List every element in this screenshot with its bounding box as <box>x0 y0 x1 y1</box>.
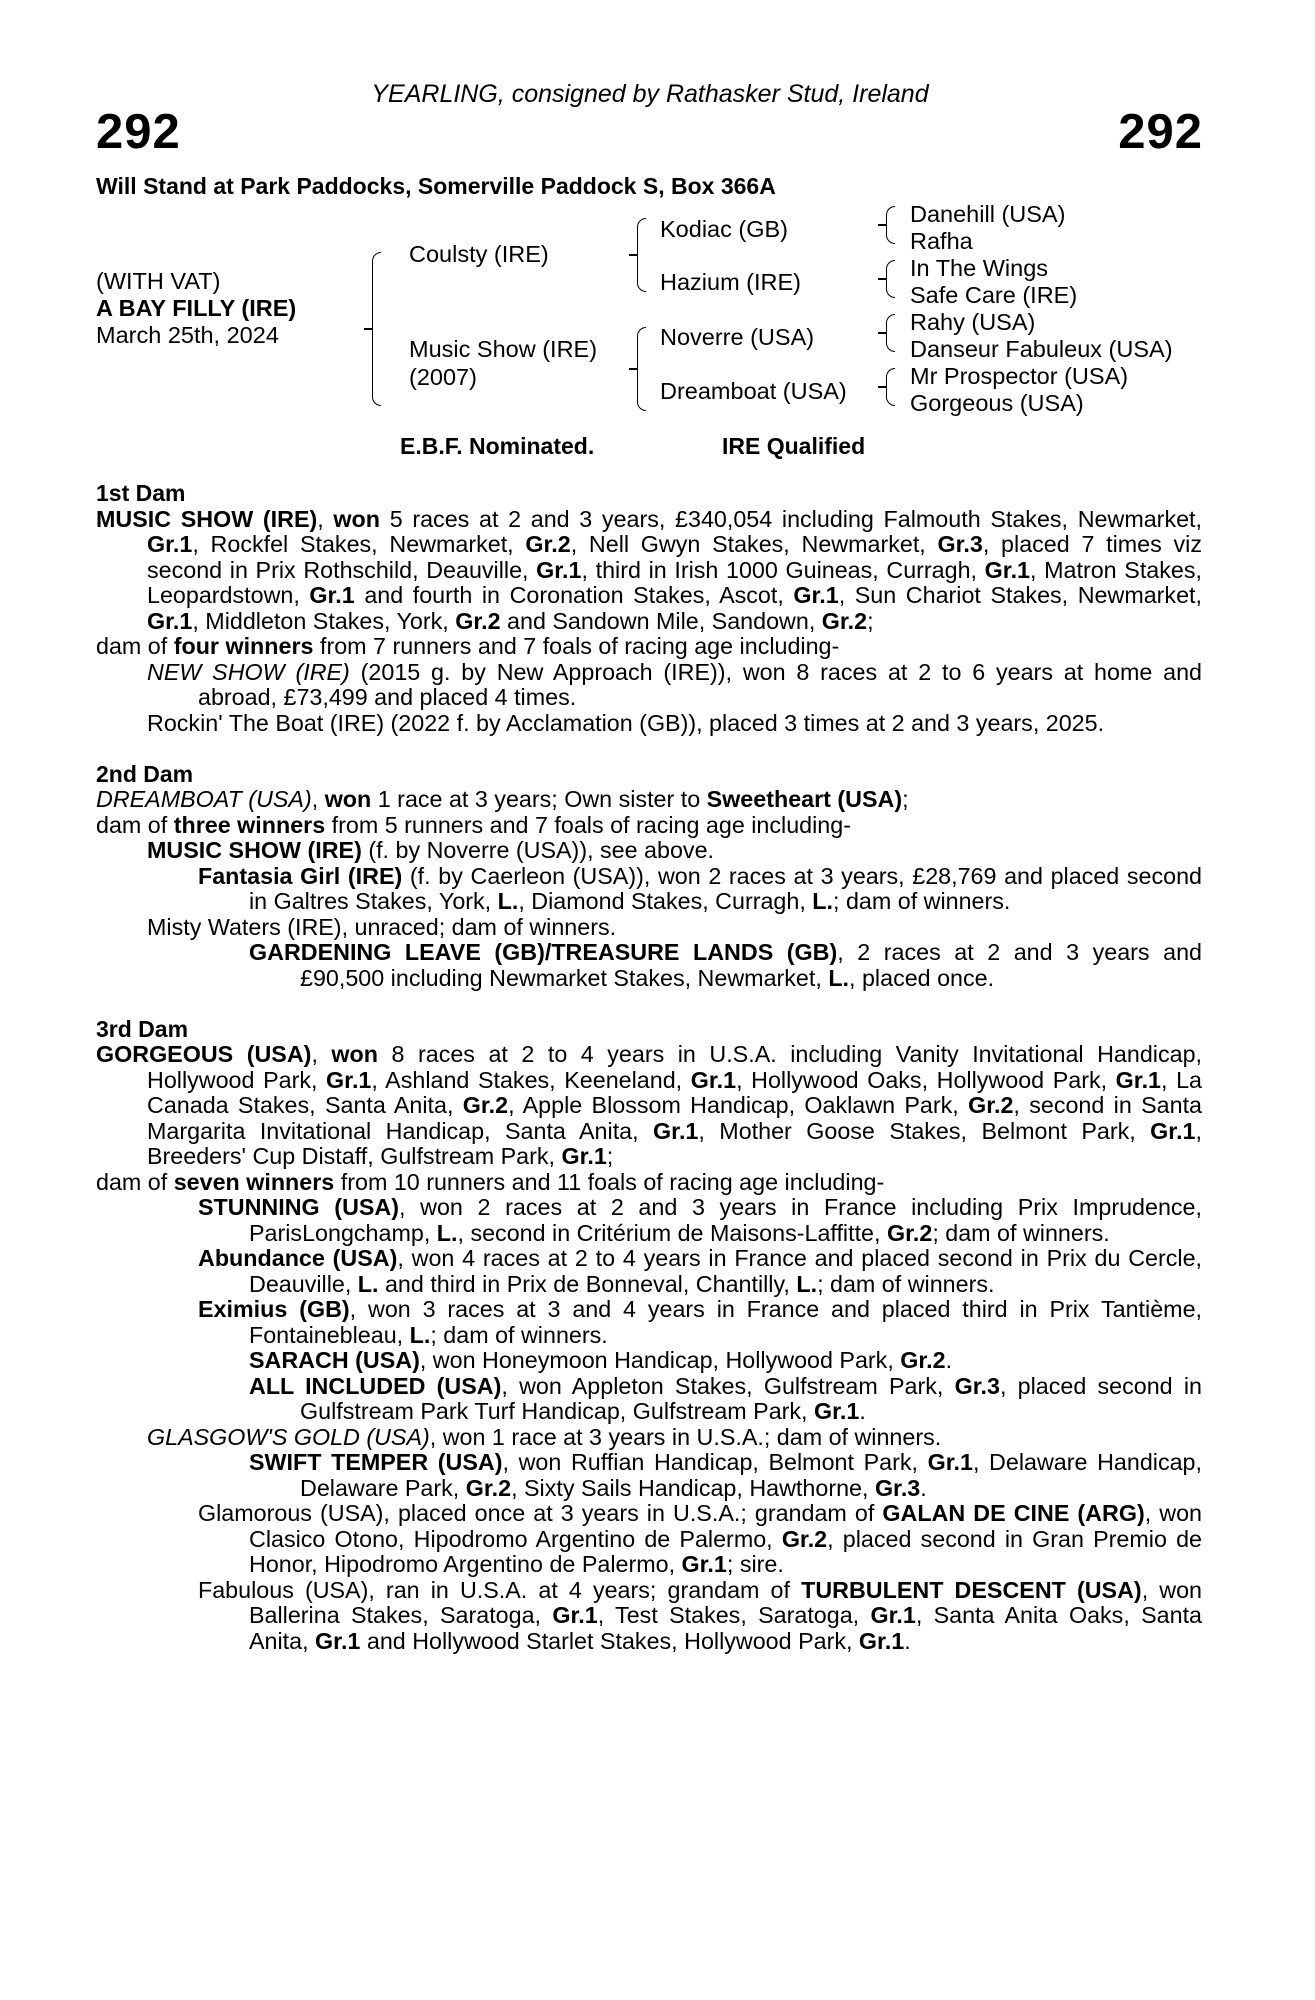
brace-g4 <box>886 368 895 406</box>
second-dam-title: 2nd Dam <box>96 760 194 787</box>
grandparent-5: Rahy (USA) <box>910 309 1036 335</box>
lot-number-right: 292 <box>1118 105 1203 159</box>
first-dam-produce-item: Rockin' The Boat (IRE) (2022 f. by Acclamation (GB)), placed 3 times at 2 and 3 years, 2025. <box>147 709 1105 736</box>
third-dam-produce-item: SARACH (USA), won Honeymoon Handicap, Hollywood Park, Gr.2. <box>249 1347 953 1373</box>
horse-dob: March 25th, 2024 <box>96 322 279 348</box>
second-dam-produce-item: GARDENING LEAVE (GB)/TREASURE LANDS (GB), 2 races at 2 and 3 years and £90,500 including Newmarket Stakes, Newmarket, L., placed once. <box>249 939 1202 991</box>
second-dam-record: DREAMBOAT (USA), won 1 race at 3 years; Own sister to Sweetheart (USA); <box>96 786 909 812</box>
third-dam-produce-item: GLASGOW'S GOLD (USA), won 1 race at 3 years in U.S.A.; dam of winners. <box>147 1423 942 1450</box>
third-dam-title: 3rd Dam <box>96 1015 189 1042</box>
grandparent-6: Danseur Fabuleux (USA) <box>910 336 1173 362</box>
brace-dam-line <box>637 327 646 411</box>
sire-sire: Kodiac (GB) <box>660 216 788 242</box>
ire-qualified: IRE Qualified <box>722 433 866 459</box>
grandparent-8: Gorgeous (USA) <box>910 390 1084 416</box>
third-dam-produce-item: STUNNING (USA), won 2 races at 2 and 3 years in France including Prix Imprudence, ParisLongchamp, L., second in Critérium de Maisons-Laffitte, Gr.2; dam of winners. <box>198 1194 1202 1246</box>
second-dam-produce-item: Misty Waters (IRE), unraced; dam of winners. <box>147 913 617 940</box>
brace-sire-line <box>637 218 646 292</box>
third-dam-produce-item: Eximius (GB), won 3 races at 3 and 4 years in France and placed third in Prix Tantième, Fontainebleau, L.; dam of winners. <box>198 1296 1202 1348</box>
brace-g2 <box>886 260 895 298</box>
third-dam-produce-item: ALL INCLUDED (USA), won Appleton Stakes, Gulfstream Park, Gr.3, placed second in Gulfstream Park Turf Handicap, Gulfstream Park, Gr.1. <box>249 1372 1202 1424</box>
second-dam-produce-item: MUSIC SHOW (IRE) (f. by Noverre (USA)), see above. <box>147 837 715 863</box>
grandparent-2: Rafha <box>910 228 973 254</box>
third-dam-produce-item: Abundance (USA), won 4 races at 2 to 4 years in France and placed second in Prix du Cercle, Deauville, L. and third in Prix de Bonneval, Chantilly, L.; dam of winners. <box>198 1245 1203 1297</box>
brace-parents <box>372 252 381 406</box>
third-dam-record: GORGEOUS (USA), won 8 races at 2 to 4 years in U.S.A. including Vanity Invitational Handicap, Hollywood Park, Gr.1, Ashland Stakes, Keeneland, Gr.1, Hollywood Oaks, Hollywood Park, Gr.1, La Canada Stakes, Santa Anita, Gr.2, Apple Blossom Handicap, Oaklawn Park, Gr.2, second in Santa Margarita Invitational Handicap, Santa Anita, Gr.1, Mother Goose Stakes, Belmont Park, Gr.1, Breeders' Cup Distaff, Gulfstream Park, Gr.1; <box>96 1041 1202 1169</box>
horse-name: A BAY FILLY (IRE) <box>96 295 297 321</box>
catalogue-body <box>96 481 1202 1654</box>
first-dam-produce-summary: dam of four winners from 7 runners and 7 foals of racing age including- <box>96 633 840 659</box>
first-dam-record: MUSIC SHOW (IRE), won 5 races at 2 and 3 years, £340,054 including Falmouth Stakes, Newmarket, Gr.1, Rockfel Stakes, Newmarket, Gr.2, Nell Gwyn Stakes, Newmarket, Gr.3, placed 7 times viz second in Prix Rothschild, Deauville, Gr.1, third in Irish 1000 Guineas, Curragh, Gr.1, Matron Stakes, Leopardstown, Gr.1 and fourth in Coronation Stakes, Ascot, Gr.1, Sun Chariot Stakes, Newmarket, Gr.1, Middleton Stakes, York, Gr.2 and Sandown Mile, Sandown, Gr.2; <box>96 505 1202 634</box>
second-dam-produce-summary: dam of three winners from 5 runners and 7 foals of racing age including- <box>96 811 851 838</box>
second-dam-produce-item: Fantasia Girl (IRE) (f. by Caerleon (USA)), won 2 races at 3 years, £28,769 and placed second in Galtres Stakes, York, L., Diamond Stakes, Curragh, L.; dam of winners. <box>198 862 1202 914</box>
dam-year: (2007) <box>409 364 477 390</box>
first-dam-title: 1st Dam <box>96 480 186 506</box>
consignor-line: YEARLING, consigned by Rathasker Stud, Ireland <box>371 80 929 108</box>
grandparent-4: Safe Care (IRE) <box>910 282 1078 308</box>
brace-g3 <box>886 314 895 352</box>
first-dam-produce-item: NEW SHOW (IRE) (2015 g. by New Approach (IRE)), won 8 races at 2 to 6 years at home and abroad, £73,499 and placed 4 times. <box>147 658 1203 710</box>
third-dam-produce-summary: dam of seven winners from 10 runners and 11 foals of racing age including- <box>96 1168 885 1195</box>
dam-sire: Noverre (USA) <box>660 324 815 350</box>
dam: Music Show (IRE) <box>409 336 598 362</box>
sire: Coulsty (IRE) <box>409 241 549 267</box>
dam-dam: Dreamboat (USA) <box>660 378 847 404</box>
grandparent-1: Danehill (USA) <box>910 201 1066 227</box>
stable-location: Will Stand at Park Paddocks, Somerville Paddock S, Box 366A <box>96 173 776 199</box>
grandparent-7: Mr Prospector (USA) <box>910 363 1129 389</box>
brace-g1 <box>886 206 895 244</box>
third-dam-produce-item: Glamorous (USA), placed once at 3 years in U.S.A.; grandam of GALAN DE CINE (ARG), won Clasico Otono, Hipodromo Argentino de Palermo, Gr.2, placed second in Gran Premio de Honor, Hipodromo Argentino de Palermo, Gr.1; sire. <box>198 1500 1202 1577</box>
third-dam-produce-item: Fabulous (USA), ran in U.S.A. at 4 years; grandam of TURBULENT DESCENT (USA), won Ballerina Stakes, Saratoga, Gr.1, Test Stakes, Saratoga, Gr.1, Santa Anita Oaks, Santa Anita, Gr.1 and Hollywood Starlet Stakes, Hollywood Park, Gr.1. <box>198 1576 1203 1654</box>
grandparent-3: In The Wings <box>910 255 1049 281</box>
ebf-nominated: E.B.F. Nominated. <box>400 433 595 459</box>
lot-number-left: 292 <box>96 105 181 159</box>
sire-dam: Hazium (IRE) <box>660 269 802 295</box>
vat-note: (WITH VAT) <box>96 268 221 294</box>
third-dam-produce-item: SWIFT TEMPER (USA), won Ruffian Handicap, Belmont Park, Gr.1, Delaware Handicap, Delaware Park, Gr.2, Sixty Sails Handicap, Hawthorne, Gr.3. <box>249 1449 1202 1501</box>
